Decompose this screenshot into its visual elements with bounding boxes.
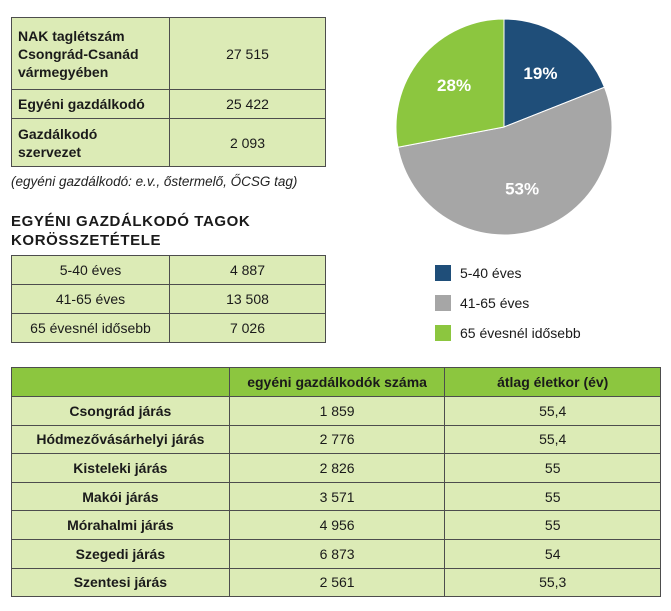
pie-data-label-41-65: 53% (505, 179, 540, 199)
district-table-body (12, 397, 661, 597)
table-row (12, 397, 661, 426)
age-section-heading (11, 212, 266, 250)
summary-footnote: (egyéni gazdálkodó: e.v., őstermelő, ŐCSG tag) (11, 174, 298, 189)
age-row (12, 314, 326, 343)
district-name: Szentesi járás (12, 568, 230, 597)
legend-label: 65 évesnél idősebb (460, 325, 581, 341)
pie-legend (435, 258, 581, 348)
district-average-age: 55 (445, 454, 661, 483)
summary-label: NAK taglétszám Csongrád-Csanád vármegyében (12, 18, 170, 90)
legend-item (435, 258, 581, 288)
pie-data-label-5-40: 19% (523, 63, 558, 83)
district-name: Hódmezővásárhelyi járás (12, 425, 230, 454)
district-average-age: 54 (445, 539, 661, 568)
district-farmer-count: 6 873 (229, 539, 445, 568)
table-row (12, 539, 661, 568)
summary-value: 25 422 (170, 90, 326, 119)
legend-swatch (435, 295, 451, 311)
table-row (12, 568, 661, 597)
district-table (11, 367, 661, 597)
district-farmer-count: 2 826 (229, 454, 445, 483)
membership-summary-table (11, 17, 326, 167)
legend-label: 41-65 éves (460, 295, 530, 311)
district-header-count: egyéni gazdálkodók száma (229, 368, 445, 397)
summary-label: Egyéni gazdálkodó (12, 90, 170, 119)
legend-label: 5-40 éves (460, 265, 522, 281)
summary-value: 27 515 (170, 18, 326, 90)
pie-data-label-65-plus: 28% (437, 76, 472, 96)
district-header-row (12, 368, 661, 397)
table-row (12, 511, 661, 540)
age-group-count: 4 887 (170, 256, 326, 285)
district-average-age: 55 (445, 482, 661, 511)
district-header-age: átlag életkor (év) (445, 368, 661, 397)
age-group-label: 65 évesnél idősebb (12, 314, 170, 343)
district-name: Makói járás (12, 482, 230, 511)
district-farmer-count: 3 571 (229, 482, 445, 511)
district-average-age: 55,4 (445, 425, 661, 454)
summary-value: 2 093 (170, 119, 326, 167)
age-group-label: 5-40 éves (12, 256, 170, 285)
table-row (12, 454, 661, 483)
district-name: Szegedi járás (12, 539, 230, 568)
district-average-age: 55,4 (445, 397, 661, 426)
summary-row-total (12, 18, 326, 90)
legend-swatch (435, 325, 451, 341)
age-group-count: 13 508 (170, 285, 326, 314)
summary-row-organization (12, 119, 326, 167)
district-farmer-count: 4 956 (229, 511, 445, 540)
district-average-age: 55 (445, 511, 661, 540)
district-header-blank (12, 368, 230, 397)
district-farmer-count: 2 776 (229, 425, 445, 454)
age-composition-table (11, 255, 326, 343)
age-group-label: 41-65 éves (12, 285, 170, 314)
district-average-age: 55,3 (445, 568, 661, 597)
summary-row-individual (12, 90, 326, 119)
age-row (12, 285, 326, 314)
age-pie-chart (394, 17, 614, 237)
legend-item (435, 318, 581, 348)
district-name: Csongrád járás (12, 397, 230, 426)
legend-item (435, 288, 581, 318)
district-farmer-count: 2 561 (229, 568, 445, 597)
legend-swatch (435, 265, 451, 281)
district-farmer-count: 1 859 (229, 397, 445, 426)
district-name: Mórahalmi járás (12, 511, 230, 540)
table-row (12, 425, 661, 454)
table-row (12, 482, 661, 511)
age-heading-text: EGYÉNI GAZDÁLKODÓ TAGOK KORÖSSZETÉTELE (11, 213, 251, 249)
age-row (12, 256, 326, 285)
summary-label: Gazdálkodó szervezet (12, 119, 170, 167)
age-group-count: 7 026 (170, 314, 326, 343)
district-name: Kisteleki járás (12, 454, 230, 483)
